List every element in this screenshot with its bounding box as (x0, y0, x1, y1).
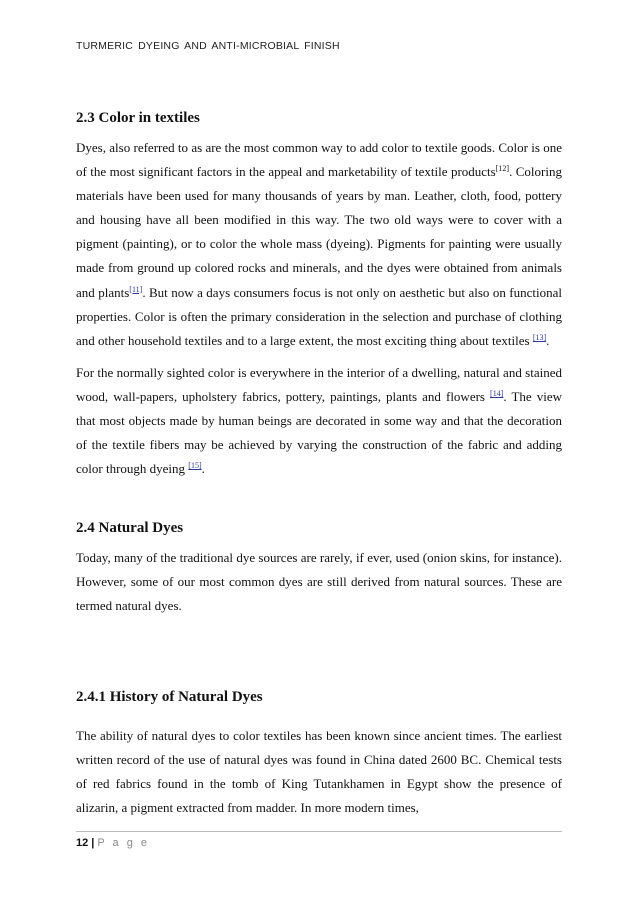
paragraph (76, 136, 562, 353)
section-2-4-body (76, 546, 562, 618)
section-heading-2-4-1: 2.4.1 History of Natural Dyes (76, 689, 263, 705)
paragraph-text: . Coloring materials have been used for many thousands of years by man. Leather, cloth, food, pottery and housing have all been modified in this way. The two old ways were to cover with a pigment (painting), or to color the whole mass (dyeing). Pigments for painting were usually made from ground up colored rocks and minerals, and the dyes were obtained from animals and plants (76, 164, 562, 300)
citation-link[interactable]: [11] (129, 284, 143, 294)
citation-link[interactable]: [14] (490, 388, 504, 398)
running-header: TURMERIC DYEING AND ANTI-MICROBIAL FINISH (76, 40, 340, 52)
page-number: 12 (76, 837, 89, 849)
paragraph-text: . But now a days consumers focus is not only on aesthetic but also on functional properties. Color is often the primary consideration in the selection and purchase of clothing and other household textiles and to a large extent, the most exciting thing about textiles (76, 284, 562, 348)
section-heading-2-4: 2.4 Natural Dyes (76, 520, 184, 536)
citation-superscript: [12] (495, 164, 510, 174)
section-heading-2-3: 2.3 Color in textiles (76, 110, 200, 126)
section-2-4-1-body (76, 724, 562, 820)
page-footer (76, 837, 150, 849)
page-label: P a g e (97, 837, 150, 849)
paragraph: The ability of natural dyes to color textiles has been known since ancient times. The earliest written record of the use of natural dyes was found in China dated 2600 BC. Chemical tests of red fabrics found in the tomb of King Tutankhamen in Egypt show the presence of alizarin, a pigment extracted from madder. In more modern times, (76, 728, 562, 816)
citation-link[interactable]: [15] (188, 461, 202, 471)
paragraph-text: . (546, 332, 550, 348)
paragraph-text: . (201, 461, 205, 477)
footer-divider (76, 831, 562, 832)
paragraph: Today, many of the traditional dye sources are rarely, if ever, used (onion skins, for instance). However, some of our most common dyes are still derived from natural sources. These are termed natural dyes. (76, 550, 562, 614)
paragraph-text: For the normally sighted color is everywhere in the interior of a dwelling, natural and stained wood, wall-papers, upholstery fabrics, pottery, paintings, plants and flowers (76, 364, 562, 404)
paragraph (76, 361, 562, 481)
footer-separator: | (91, 837, 95, 849)
paragraph-text: . The view that most objects made by human beings are decorated in some way and that the decoration of the textile fibers may be achieved by varying the construction of the fabric and adding color through dyeing (76, 388, 562, 477)
citation-link[interactable]: [13] (532, 332, 547, 342)
paragraph-text: Dyes, also referred to as are the most common way to add color to textile goods. Color is one of the most significant factors in the appeal and marketability of textile products (76, 140, 562, 180)
section-2-3-body (76, 136, 562, 481)
